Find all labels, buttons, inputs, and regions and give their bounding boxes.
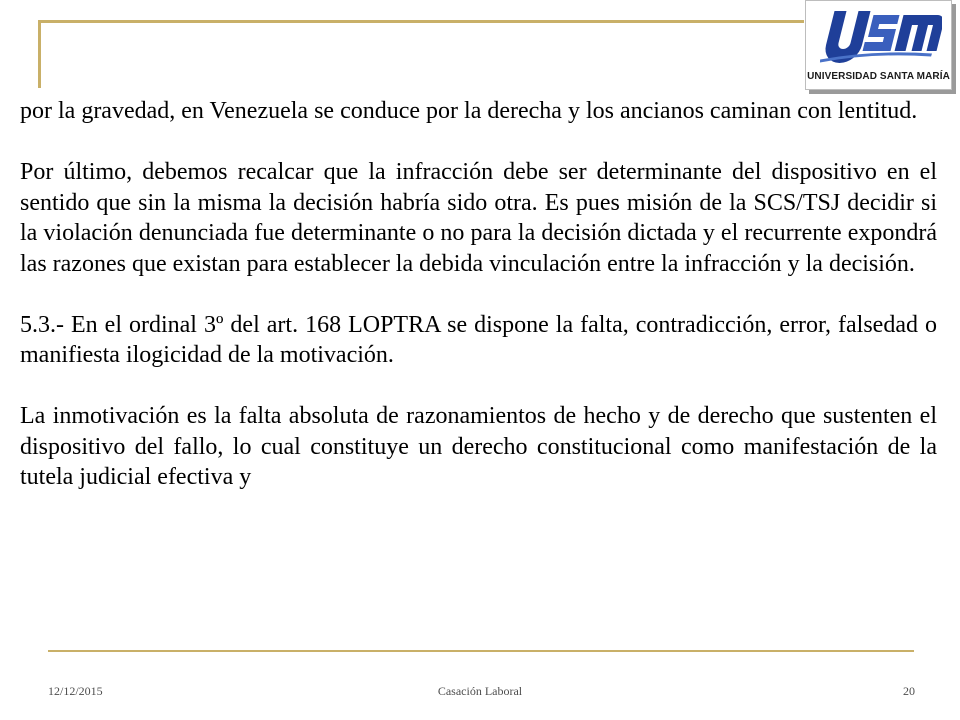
footer-title: Casación Laboral [437,684,523,698]
frame-top-line [38,20,804,23]
footer-date: 12/12/2015 [48,684,103,698]
paragraph-gravity: por la gravedad, en Venezuela se conduce por la derecha y los ancianos caminan con lentitud. [20,98,918,124]
frame-bottom-line [48,650,914,652]
paragraph-infraction: Por último, debemos recalcar que la infracción debe ser determinante del dispositivo en el sentido que sin la misma la decisión habría sido otra. Es pues misión de la SCS/TSJ decidir si la violación denunciada fue determinante o no para la decisión dictada y el recurrente expondrá las razones que existan para establecer la debida vinculación entre la infracción y la decisión. [20,159,937,277]
university-logo [805,0,955,95]
frame-left-line [38,20,41,88]
paragraph-inmotivation: La inmotivación es la falta absoluta de razonamientos de hecho y de derecho que sustenten el dispositivo del fallo, lo cual constituye un derecho constitucional como manifestación de la tutela judicial efectiva y [20,403,937,490]
usm-logo-icon [814,5,942,69]
slide-body [20,96,937,493]
paragraph-ordinal: 5.3.- En el ordinal 3º del art. 168 LOPTRA se dispone la falta, contradicción, error, falsedad o manifiesta ilogicidad de la motivación. [20,311,937,368]
logo-box [805,0,952,90]
footer-page-number: 20 [903,684,915,698]
logo-caption: UNIVERSIDAD SANTA MARÍA [807,71,950,82]
